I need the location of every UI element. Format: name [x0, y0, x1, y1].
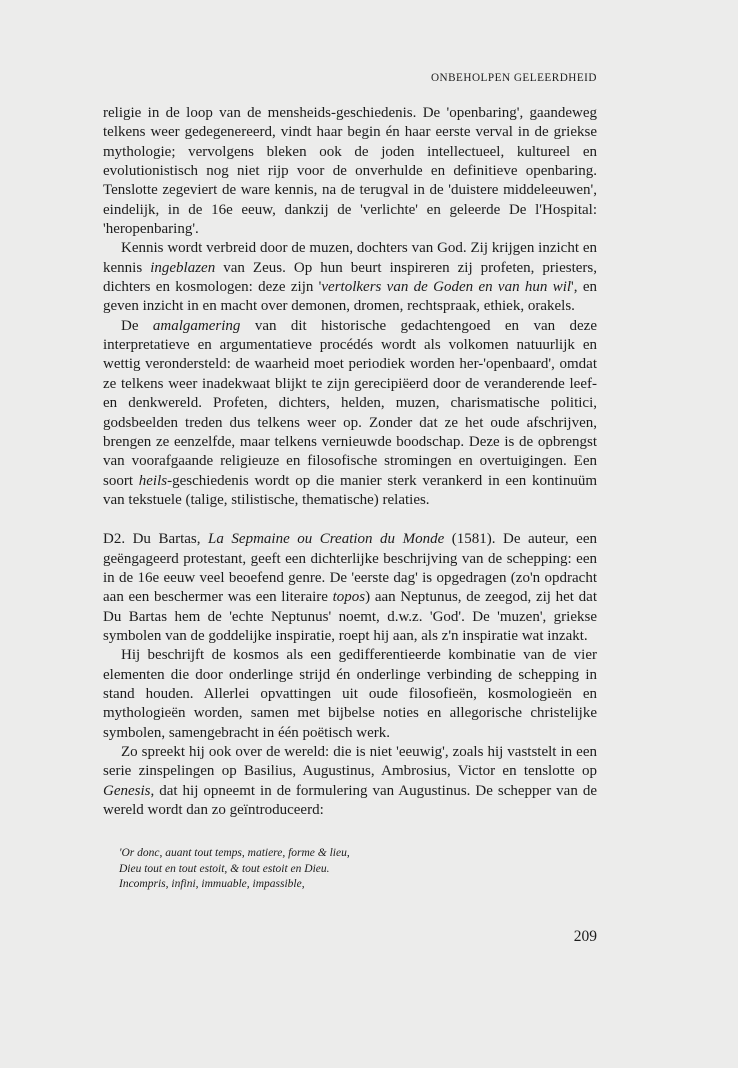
italic-text: heils	[138, 472, 168, 489]
body-text	[103, 104, 597, 820]
italic-text: Genesis	[103, 782, 151, 799]
paragraph-p6	[103, 743, 597, 820]
verse-quotation	[119, 846, 559, 893]
verse-line: Dieu tout en tout estoit, & tout estoit en Dieu.	[119, 862, 330, 875]
running-head: ONBEHOLPEN GELEERDHEID	[430, 72, 597, 84]
verse-line: Incompris, infini, immuable, impassible,	[119, 878, 305, 891]
paragraph-p4	[103, 530, 597, 646]
text-run: ', en geven inzicht in en macht over demonen, dromen, rechtspraak, ethiek, orakels.	[103, 279, 597, 315]
text-run: -geschiedenis wordt op die manier sterk verankerd in een kontinuüm van tekstuele (talige, stilistische, thematische) relaties.	[103, 472, 597, 508]
paragraph-p5	[103, 646, 597, 743]
italic-text: vertolkers van de Goden en van hun wil	[321, 279, 572, 296]
text-run: , dat hij opneemt in de formulering van Augustinus. De schepper van de wereld wordt dan zo geïntroduceerd:	[103, 782, 597, 819]
text-run: van dit historische gedachtengoed en van deze interpretatieve en argumentatieve procédés wordt als volkomen natuurlijk en wettig verondersteld: de waarheid moet periodiek worden her-'openbaard', omdat ze telkens weer inadekwaat blijkt te zijn gerecipiëerd door de veranderende leef- en denkwereld. Profeten, dichters, helden, muzen, charismatische politici, godsbeelden treden dus telkens weer op. Zonder dat ze het oude afschrijven, brengen ze eenzelfde, maar telkens vernieuwde boodschap. Deze is de opbrengst van voorafgaande religieuze en filosofische stromingen en overtuigingen. Een soort	[103, 317, 597, 489]
text-run: religie in de loop van de mensheids-geschiedenis. De 'openbaring', gaandeweg telkens weer gedegenereerd, vindt haar begin én haar eerste verval in de griekse mythologie; vervolgens bleken ook de joden intellectueel, kultureel en evolutionistisch nog niet rijp voor de onverhulde en definitieve openbaring. Tenslotte zegeviert de ware kennis, na de terugval in de 'duistere middeleeuwen', eindelijk, in de 16e eeuw, dankzij de 'verlichte' en geleerde De l'Hospital: 'heropenbaring'.	[103, 105, 597, 238]
page-number: 209	[573, 928, 597, 945]
italic-text: amalgamering	[152, 317, 241, 334]
text-run: Zo spreekt hij ook over de wereld: die is niet 'eeuwig', zoals hij vaststelt in een serie zinspelingen op Basilius, Augustinus, Ambrosius, Victor en tenslotte op	[103, 744, 597, 780]
italic-text: topos	[332, 589, 366, 606]
italic-text: ingeblazen	[150, 259, 216, 276]
italic-text: La Sepmaine ou Creation du Monde	[208, 531, 445, 548]
paragraph-p3	[103, 317, 597, 510]
text-run: Hij beschrijft de kosmos als een gedifferentieerde kombinatie van de vier elementen die door onderlinge strijd én onderlinge verbinding de schepping in stand houden. Allerlei opvattingen uit oude filosofieën, kosmologieën en mythologieën worden, samen met bijbelse noties en allegorische christelijke symbolen, samengebracht in één poëtisch werk.	[103, 647, 597, 741]
text-run: (1581). De auteur, een geëngageerd protestant, geeft een dichterlijke beschrijving van de schepping: een in de 16e eeuw veel beoefend genre. De 'eerste dag' is opgedragen (zo'n opdracht aan een beschermer was een literaire	[103, 531, 597, 606]
text-run: van Zeus. Op hun beurt inspireren zij profeten, priesters, dichters en kosmologen: deze zijn '	[103, 259, 597, 296]
text-run: ) aan Neptunus, de zeegod, zij het dat Du Bartas hem de 'echte Neptunus' noemt, d.w.z. 'God'. De 'muzen', griekse symbolen van de goddelijke inspiratie, roept hij aan, als z'n inspiratie wat inzakt.	[103, 589, 597, 644]
text-run: D2. Du Bartas,	[103, 531, 209, 548]
text-run: Kennis wordt verbreid door de muzen, dochters van God. Zij krijgen inzicht en kennis	[103, 240, 597, 276]
paragraph-p1	[103, 104, 597, 239]
paragraph-p2	[103, 239, 597, 316]
text-run: De	[121, 317, 153, 334]
verse-line: 'Or donc, auant tout temps, matiere, forme & lieu,	[119, 847, 350, 859]
